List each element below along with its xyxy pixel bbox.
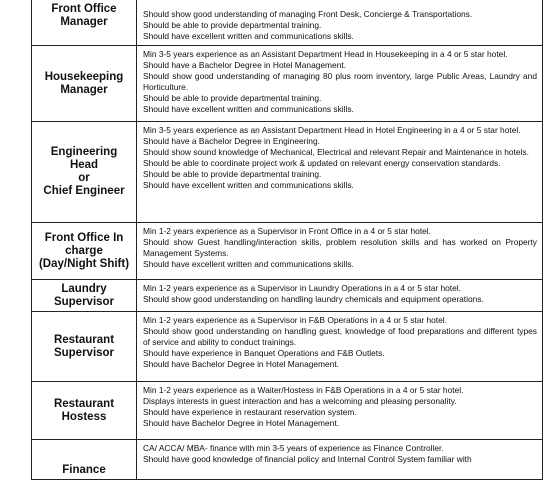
job-title-line: Housekeeping — [44, 70, 124, 83]
job-title-line: Supervisor — [53, 295, 115, 308]
job-title-line: Manager — [60, 16, 108, 28]
requirement-line: Min 3-5 years experience as an Assistant Department Head in Hotel Engineering in a 4 or 5 star hotel. — [143, 125, 521, 135]
table-row — [32, 280, 543, 312]
job-requirements-cell — [137, 312, 543, 382]
job-requirements-table — [31, 0, 543, 480]
job-title-cell — [32, 122, 137, 223]
requirement-line: Should show good understanding of managing 80 plus room inventory, large Public Areas, Laundry and Horticulture. — [143, 71, 537, 93]
job-title-line: Chief Engineer — [43, 185, 125, 197]
requirement-line: Should have experience in Banquet Operations and F&B Outlets. — [143, 348, 385, 359]
job-requirements-cell — [137, 280, 543, 312]
job-requirements-cell — [137, 122, 543, 223]
job-requirements-cell — [137, 46, 543, 122]
requirement-line: Should show good understanding on handling laundry chemicals and equipment operations. — [143, 294, 484, 305]
requirement-line: CA/ ACCA/ MBA- finance with min 3-5 years of experience as Finance Controller. — [143, 443, 444, 453]
requirement-line: Should have excellent written and communications skills. — [143, 259, 354, 270]
requirement-line: Min 1-2 years experience as a Supervisor in Front Office in a 4 or 5 star hotel. — [143, 226, 431, 236]
requirement-line: Should show Guest handling/interaction skills, problem resolution skills and has worked on Property Management Systems. — [143, 237, 537, 259]
job-title-line: charge — [65, 244, 103, 257]
job-title-line: Head — [69, 159, 99, 171]
job-title-line: Finance — [62, 464, 106, 476]
table-row — [32, 122, 543, 223]
job-requirements-cell — [137, 0, 543, 46]
requirement-line: Should have excellent written and communications skills. — [143, 104, 354, 115]
table-row — [32, 440, 543, 480]
requirement-line: Displays interests in guest interaction and has a welcoming and pleasing personality. — [143, 396, 457, 407]
requirement-line: Min 3-5 years experience as an Assistant Department Head in Housekeeping in a 4 or 5 star hotel. — [143, 49, 508, 59]
job-title-cell — [32, 312, 137, 382]
requirement-line: Should show good understanding on handling guest, knowledge of food preparations and different types of service and ability to conduct trainings. — [143, 326, 537, 348]
job-title-cell — [32, 46, 137, 122]
job-title-cell — [32, 440, 137, 480]
table-row — [32, 382, 543, 440]
job-title-cell — [32, 280, 137, 312]
job-title-line: Hostess — [61, 410, 107, 423]
job-requirements-cell — [137, 382, 543, 440]
table-row — [32, 223, 543, 280]
table-row — [32, 312, 543, 382]
requirement-line: Should have Bachelor Degree in Hotel Management. — [143, 418, 340, 429]
requirement-line: Should be able to provide departmental training. — [143, 19, 322, 30]
table-row — [32, 0, 543, 46]
job-title-line: Manager — [60, 83, 108, 96]
requirement-line: Min 1-2 years experience as a Waiter/Hostess in F&B Operations in a 4 or 5 star hotel. — [143, 385, 464, 395]
job-title-cell — [32, 382, 137, 440]
job-title-line: or — [78, 172, 90, 184]
job-title-cell — [32, 223, 137, 280]
requirement-line: Should have excellent written and communications skills. — [143, 180, 354, 191]
requirement-line: Should show sound knowledge of Mechanical, Electrical and relevant Repair and Maintenance in hotels. — [143, 147, 529, 158]
requirement-line: Min 1-2 years experience as a Supervisor in F&B Operations in a 4 or 5 star hotel. — [143, 315, 447, 325]
requirement-line: Should have a Bachelor Degree in Hotel Management. — [143, 60, 346, 71]
job-title-line: Laundry — [61, 282, 107, 295]
requirement-line: Should be able to provide departmental training. — [143, 93, 322, 104]
table-row — [32, 46, 543, 122]
requirement-line: Should have excellent written and communications skills. — [143, 30, 354, 41]
job-title-line: (Day/Night Shift) — [38, 257, 130, 270]
job-title-line: Restaurant — [53, 333, 115, 346]
job-title-line: Engineering — [50, 146, 118, 158]
job-title-line: Front Office In — [44, 231, 124, 244]
requirement-line: Should have good knowledge of financial policy and Internal Control System familiar with — [143, 454, 472, 465]
requirement-line: Should show good understanding of managing Front Desk, Concierge & Transportations. — [143, 8, 473, 19]
requirement-line: Should have a Bachelor Degree in Engineering. — [143, 136, 320, 147]
job-title-cell — [32, 0, 137, 46]
requirement-line: Min 1-2 years experience as a Supervisor in Laundry Operations in a 4 or 5 star hotel. — [143, 283, 461, 293]
job-title-line: Restaurant — [53, 397, 115, 410]
requirement-line: Should be able to coordinate project work & updated on relevant energy conservation standards. — [143, 158, 501, 169]
job-title-line: Supervisor — [53, 346, 115, 359]
requirement-line: Should have Bachelor Degree in Hotel Management. — [143, 359, 340, 370]
requirement-line: Should be able to provide departmental training. — [143, 169, 322, 180]
job-requirements-cell — [137, 440, 543, 480]
job-requirements-cell — [137, 223, 543, 280]
requirement-line: Should have experience in restaurant reservation system. — [143, 407, 357, 418]
job-title-line: Front Office — [51, 3, 117, 15]
